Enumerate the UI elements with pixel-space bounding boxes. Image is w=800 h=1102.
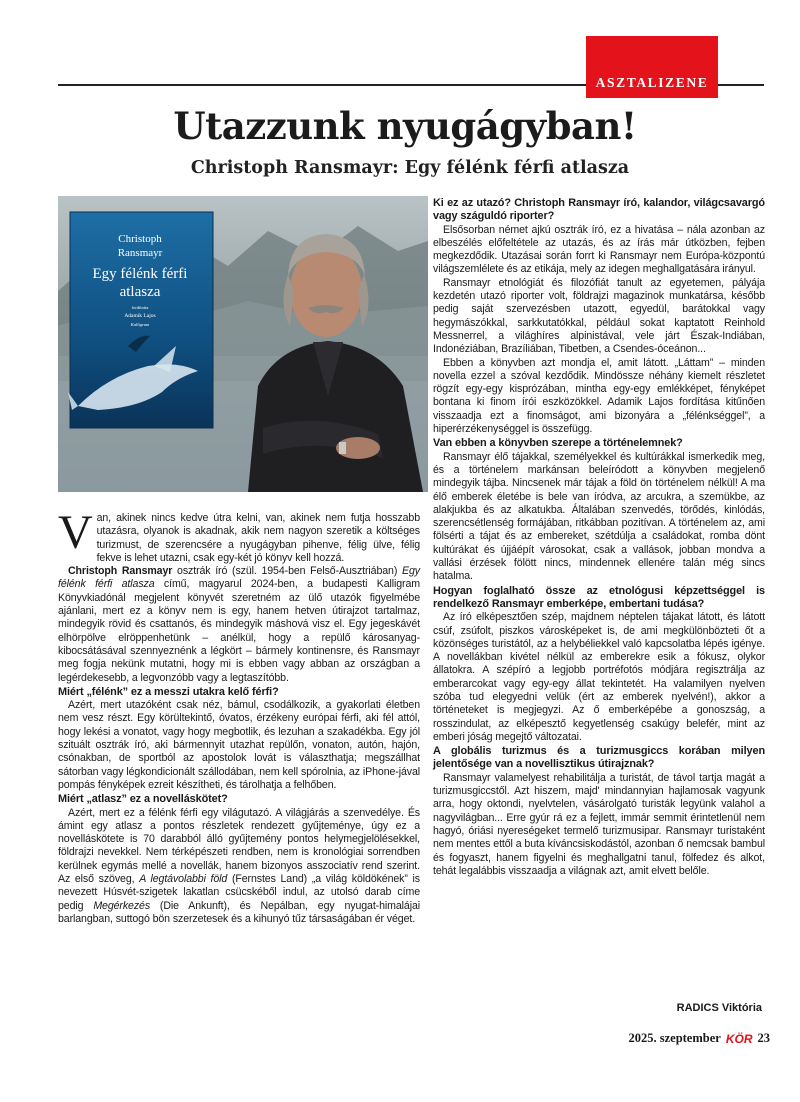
intro-paragraph: Van, akinek nincs kedve útra kelni, van, akinek nem futja hosszabb utazásra, olyanok is akadnak, akik nem nagyon szeretik a költséges turizmust, de szerencsére a nyugágyban pihenve, félig ülve, félig fekve is lehet utazni, csak egy-két jó könyv kell hozzá. — [58, 506, 420, 564]
paragraph: Ebben a könyvben azt mondja el, amit látott. „Láttam” – minden novella ezzel a szóval kezdődik. Mindössze néhány kiemelt részletet rögzít egy-egy kisprózában, mintha egy-egy emlékképet, fényképet bontana ki finom írói eszközökkel. Adamik Lajos fordítása kitűnően visszaadja ezt a finomságot, ami bizonyára a „félénkséggel”, a hiperérzékenységgel is összefügg. — [433, 356, 765, 436]
article-right-column — [433, 196, 765, 878]
paragraph: Ransmayr etnológiát és filozófiát tanult az egyetemen, pályája kezdetén utazó riporter volt, földrajzi magazinok munkatársa, később pedig saját szervezésben utazott, egyedül, barátokkal vagy hegymászókkal, sarkkutatókkal, például sokat kaptatott Reinhold Messnerrel, a világhíres alpinistával, vele járt Észak-Indiában, Indonéziában, Brazíliában, Tibetben, a Csendes-óceánon... — [433, 276, 765, 356]
book-title-line2: atlasza — [119, 284, 161, 300]
paragraph: Az író elképesztően szép, majdnem néptelen tájakat látott, és látott csúf, zsúfolt, piszkos városképeket is, de ami megkülönbözteti őt a közönséges turistától, az a helybéliekkel való kapcsolatba lépés igénye. A novellákban kivétel nélkül az emberekre esik a fókusz, olykor állatokra. A szépíró a legjobb portréfotós módjára regisztrálja az emberarcokat vagy egy-egy állat tekintetét. Ha valamilyen nyelven szóba tud elegyedni velük (ért az emberek nyelvén!), akkor a történeteket is megjegyzi. Az ő emberképébe a gonoszság, a rosszindulat, az elképesztő kegyetlenség csakúgy belefér, mint az emberi jóság megejtő változatai. — [433, 611, 765, 743]
author-photo — [58, 196, 428, 492]
author-signature: RADICS Viktória — [676, 1002, 762, 1014]
paragraph: Ransmayr élő tájakkal, személyekkel és kultúrákkal ismerkedik meg, és a történelem markánsan beleíródott a könyvben megjelenő mindegyik tájba. Nincsenek már tájak a föld ön történelem nélkül! A ma élő emberek életébe is bele van íródva, az arcukra, a szemükbe, az alakjukba és az alkatukba. Általában szenvedés, törődés, kinlódás, szerencsétlenség formájában, ritkábban pozitívan. A történelem az, ami fölsérti a tájat és az embereket, szétdúlja a családokat, romba dönt kultúrákat és újjáépít városokat, csak a vallások, jobban mondva a vallási érzések fölött nincs, mindennek ellenére talán még sincs hatalma. — [433, 450, 765, 583]
paragraph: Elsősorban német ajkú osztrák író, ez a hivatása – nála azonban az elbeszélés előfeltétele az utazás, és az írás már útközben, fejben megkezdődik. Utazásai során forrt ki Ransmayr nem Európa-központú világszemlélete és az etikája, mely az idegen meghallgatására irányul. — [433, 223, 765, 276]
question-heading: Hogyan foglalható össze az etnológusi képzettséggel is rendelkező Ransmayr emberképe, embertani tudása? — [433, 584, 765, 610]
paragraph: Azért, mert utazóként csak néz, bámul, csodálkozik, a gyakorlati életben nem vesz részt. Egy körültekintő, óvatos, érzékeny európai férfi, aki fél attól, hogy lekési a vonatot, vagy hogy megbotlik, és lezuhan a szakadékba. Egy jól szituált osztrák író, aki bármennyit utazhat repülőn, vonaton, autón, hajón, csónakban, de sportból az apostolok lovát is választhatja; megszállhat sátorban vagy légkondicionált szállodában, nem kell spórolnia, az iPhone-jával pompás fényképek ezreit készítheti, és tárolhatja a felhőben. — [58, 699, 420, 791]
dropcap: V — [58, 506, 93, 559]
issue-date: 2025. szeptember — [628, 1031, 721, 1045]
question-heading: Van ebben a könyvben szerepe a történelemnek? — [433, 437, 683, 450]
book-translator-label: fordította — [131, 305, 149, 310]
paragraph: Christoph Ransmayr osztrák író (szül. 1954-ben Felső-Ausztriában) Egy félénk férfi atlasza című, magyarul 2024-ben, a budapesti Kalligram Könyvkiadónál megjelent könyvét szeretném az ülő utazók figyelmébe ajánlani, mert ez a könyv nem is egy, hanem hetven útirajzot tartalmaz, mindegyik rövid és csattanós, és mindegyik máshová visz el. Egy jegeskávét elhörpölve elröppenhetünk – anélkül, hogy a repülő károsanyag-kibocsátásával szennyeznénk a légkört – bármely kontinensre, és Ransmayr meg fogja nekünk mutatni, hogy mi is ebben vagy abban az országban a legérdekesebb, a legvonzóbb vagy a legtaszítóbb. — [58, 565, 420, 684]
article-subtitle: Christoph Ransmayr: Egy félénk férfi atlasza — [190, 158, 630, 178]
page-number: 23 — [757, 1031, 770, 1045]
book-translator: Adamik Lajos — [124, 313, 156, 319]
article-title: Utazzunk nyugágyban! — [173, 104, 637, 148]
question-heading: Miért „félénk” ez a messzi utakra kelő férfi? — [58, 685, 279, 698]
section-label: ASZTALIZENE — [595, 75, 709, 90]
magazine-logo: KÖR — [725, 1031, 753, 1046]
page-footer — [628, 1031, 770, 1046]
question-heading: Miért „atlasz” ez a novelláskötet? — [58, 793, 228, 806]
section-tag — [586, 36, 718, 98]
question-heading: Ki ez az utazó? Christoph Ransmayr író, kalandor, világcsavargó vagy száguldó riporter? — [433, 197, 765, 223]
book-author-line1: Christoph — [118, 233, 162, 245]
photo-illustration — [58, 196, 428, 492]
book-publisher: Kalligram — [130, 322, 150, 327]
book-author-line2: Ransmayr — [117, 247, 163, 259]
question-heading: A globális turizmus és a turizmusgiccs korában milyen jelentősége van a novellisztikus útirajznak? — [433, 745, 765, 771]
article-left-column — [58, 506, 420, 926]
book-title-mention: Egy félénk férfi atlasza — [58, 565, 420, 591]
paragraph: Ransmayr valamelyest rehabilitálja a turistát, de távol tartja magát a turizmusgiccstől. Azt hiszem, majd' mindannyian hajlamosak vagyunk arra, hogy oktondi, nyelvtelen, vásárolgató turisták legyünk valahol a nagyvilágban... Erre gyúr rá ez a fejlett, immár semmit érintetlenül nem hagyó, óriási nyereségeket termelő turizmusipar. Ransmayr turistaként nem mentes ettől a buta kíváncsiskodástól, azonban ő nemcsak bambul és fogyaszt, hanem figyelni és meghallgatni tanul, fölfedez és alkot, tehát legalábbis visszaadja a világnak azt, amit elvett belőle. — [433, 771, 765, 877]
book-title-line1: Egy félénk férfi — [92, 266, 188, 282]
paragraph: Azért, mert ez a félénk férfi egy világutazó. A világjárás a szenvedélye. És ámint egy atlasz a pontos részletek rendezett gyűjteménye, úgy ez a novelláskötete is 70 darabból álló gyűjtemény pontos helymegjelölésekkel, földrajzi nevekkel. Nem térképészeti rendben, nem is kronológiai sorrendben kerülnek egymás mellé a novellák, hanem bizonyos asszociatív rend szerint. Az első szöveg, A legtávolabbi föld (Fernstes Land) „a világ köldökének” is nevezett Húsvét-szigetek lakatlan csücskéből indul, az utolsó darab címe pedig Megérkezés (Die Ankunft), és Nepálban, egy nyugat-himalájai barlangban, suttogó bön szerzetesek és a kihunyó tűz társaságában ér véget. — [58, 806, 420, 925]
author-name: Christoph Ransmayr — [68, 565, 173, 578]
